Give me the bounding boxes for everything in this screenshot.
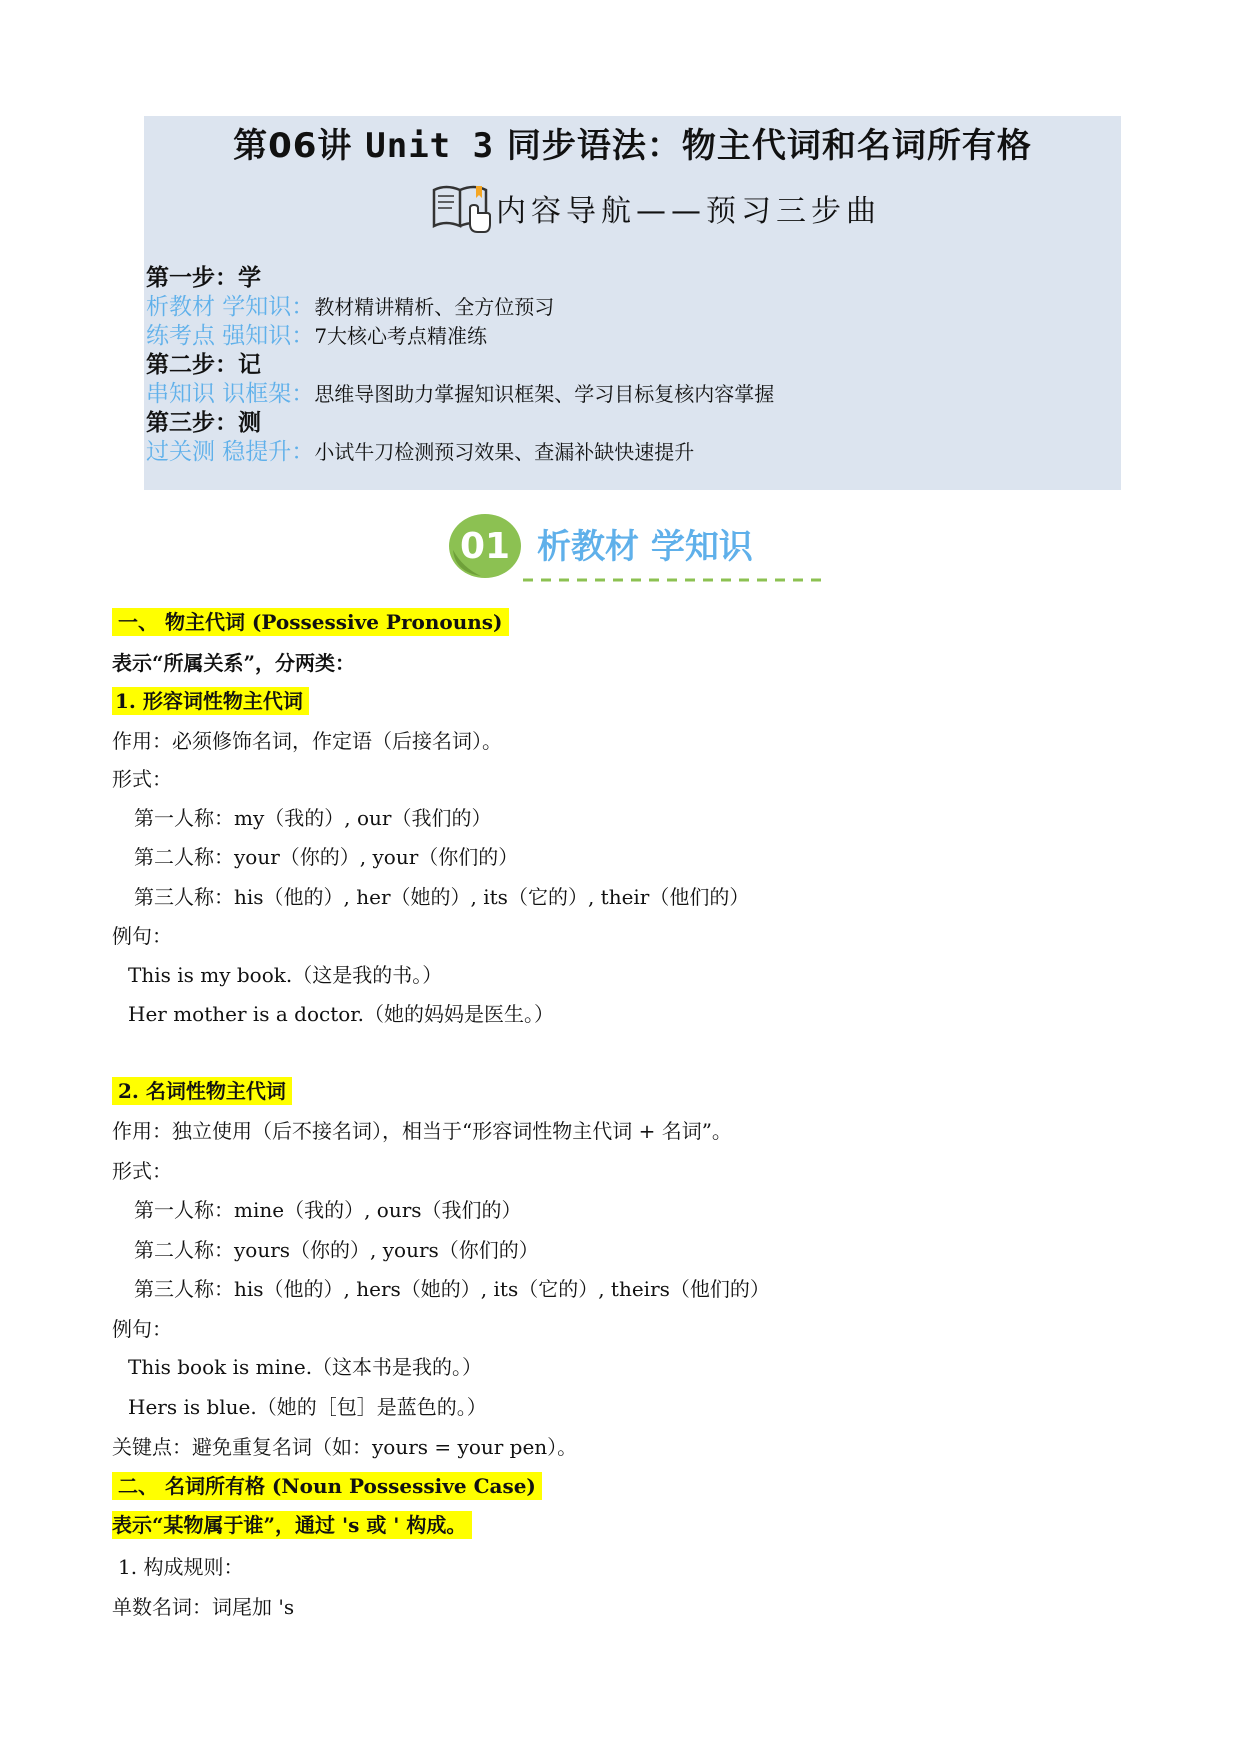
steps-list: [146, 264, 774, 467]
step-heading: 第三步：测: [146, 410, 261, 436]
form-label: 形式：: [112, 1159, 172, 1183]
nav-title: 内容导航——预习三步曲: [496, 194, 881, 229]
title-suffix: 同步语法：物主代词和名词所有格: [506, 126, 1032, 166]
key-point: 关键点：避免重复名词（如：yours = your pen）。: [112, 1435, 578, 1459]
usage-text: 作用：独立使用（后不接名词），相当于“形容词性物主代词 + 名词”。: [112, 1119, 732, 1143]
title-prefix: 第06讲: [233, 126, 353, 166]
form-label: 形式：: [112, 767, 172, 791]
step-heading: 第二步：记: [146, 352, 261, 378]
step-item: [146, 380, 774, 409]
example-label: 例句：: [112, 924, 172, 948]
step-key: 过关测 稳提升：: [146, 439, 315, 465]
step-desc: 7大核心考点精准练: [314, 324, 488, 348]
example-sentence: Hers is blue.（她的［包］是蓝色的。）: [128, 1395, 487, 1419]
step-key: 析教材 学知识：: [146, 294, 315, 320]
section-2-intro: 表示“某物属于谁”，通过 's 或 ' 构成。: [112, 1509, 472, 1538]
step-item: [146, 322, 774, 351]
section-heading-2: 二、 名词所有格 (Noun Possessive Case): [112, 1470, 542, 1499]
title-unit: Unit 3: [365, 126, 495, 166]
subheading-noun-possessive: 2. 名词性物主代词: [112, 1075, 292, 1104]
subheading-adjective-possessive: 1. 形容词性物主代词: [112, 685, 309, 714]
example-sentence: Her mother is a doctor.（她的妈妈是医生。）: [128, 1002, 555, 1026]
section-badge: [445, 510, 825, 586]
example-sentence: This is my book.（这是我的书。）: [128, 963, 443, 987]
example-label: 例句：: [112, 1317, 172, 1341]
form-first-person: 第一人称：my（我的）, our（我们的）: [134, 806, 492, 830]
section-heading-1: 一、 物主代词 (Possessive Pronouns): [112, 606, 509, 635]
form-second-person: 第二人称：your（你的）, your（你们的）: [134, 845, 519, 869]
step-desc: 小试牛刀检测预习效果、查漏补缺快速提升: [314, 440, 695, 464]
section-intro: 表示“所属关系”，分两类：: [112, 651, 356, 675]
usage-text: 作用：必须修饰名词，作定语（后接名词）。: [112, 729, 502, 753]
form-third-person: 第三人称：his（他的）, hers（她的）, its（它的）, theirs（他们的）: [134, 1277, 770, 1301]
nav-heading: [430, 180, 881, 236]
step-key: 练考点 强知识：: [146, 323, 315, 349]
step-desc: 教材精讲精析、全方位预习: [314, 295, 555, 319]
document-title: [144, 118, 1121, 167]
rule-singular: 单数名词：词尾加 's: [112, 1595, 295, 1619]
step-desc: 思维导图助力掌握知识框架、学习目标复核内容掌握: [314, 382, 775, 406]
badge-number: 01: [459, 526, 511, 567]
step-heading: 第一步：学: [146, 265, 261, 291]
example-sentence: This book is mine.（这本书是我的。）: [128, 1355, 483, 1379]
form-third-person: 第三人称：his（他的）, her（她的）, its（它的）, their（他们的）: [134, 885, 750, 909]
step-key: 串知识 识框架：: [146, 381, 315, 407]
form-second-person: 第二人称：yours（你的）, yours（你们的）: [134, 1238, 539, 1262]
book-pointer-icon: [430, 180, 494, 236]
step-item: [146, 293, 774, 322]
badge-label: 析教材 学知识: [537, 527, 753, 567]
step-item: [146, 438, 774, 467]
form-first-person: 第一人称：mine（我的）, ours（我们的）: [134, 1198, 522, 1222]
rule-title: 1. 构成规则：: [118, 1555, 244, 1579]
